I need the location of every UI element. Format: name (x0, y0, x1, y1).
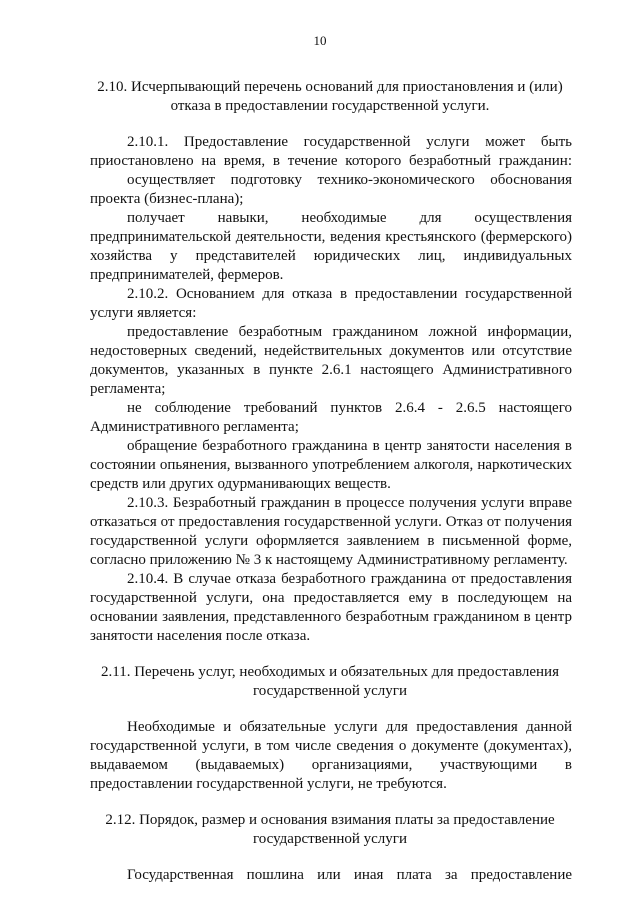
paragraph-line: 2.10.4. В случае отказа безработного гражданина от предоставления (127, 571, 572, 587)
section-2-12-heading-line-2: государственной услуги (253, 831, 407, 847)
paragraph-line: 2.10.3. Безработный гражданин в процессе получения услуги вправе (127, 495, 572, 511)
paragraph-line: средств или других одурманивающих веществ. (90, 476, 391, 492)
paragraph-line: согласно приложению № 3 к настоящему Административному регламенту. (90, 552, 568, 568)
page-number: 10 (313, 33, 327, 48)
paragraph-line: хозяйства у представителей юридических лиц, индивидуальных (90, 248, 572, 264)
paragraph-line: получает навыки, необходимые для осуществления (127, 210, 572, 226)
paragraph-line: приостановлено на время, в течение которого безработный гражданин: (90, 153, 572, 169)
section-2-11-heading-line-1: 2.11. Перечень услуг, необходимых и обязательных для предоставления (101, 664, 559, 680)
paragraph-line: состоянии опьянения, вызванного употреблением алкоголя, наркотических (90, 457, 572, 473)
paragraph-line: предоставление безработным гражданином ложной информации, (127, 324, 572, 340)
paragraph-line: Административного регламента; (90, 419, 299, 435)
paragraph-line: основании заявления, представленного безработным гражданином в центр (90, 609, 572, 625)
paragraph-line: недостоверных сведений, недействительных документов или отсутствие (90, 343, 572, 359)
paragraph-line: предпринимателей, фермеров. (90, 267, 284, 283)
section-2-10-heading-line-1: 2.10. Исчерпывающий перечень оснований для приостановления и (или) (97, 79, 563, 95)
paragraph-line: государственной услуги оформляется заявлением в письменной форме, (90, 533, 572, 549)
paragraph-line: не соблюдение требований пунктов 2.6.4 - 2.6.5 настоящего (127, 400, 572, 416)
paragraph-line: выдаваемом (выдаваемых) организациями, участвующими в (90, 757, 572, 773)
paragraph-line: государственной услуги, она предоставляется ему в последующем на (90, 590, 572, 606)
paragraph-line: услуги является: (90, 305, 197, 321)
paragraph-line: 2.10.2. Основанием для отказа в предоставлении государственной (127, 286, 572, 302)
paragraph-line: отказаться от предоставления государственной услуги. Отказ от получения (90, 514, 572, 530)
paragraph-line: обращение безработного гражданина в центр занятости населения в (127, 438, 572, 454)
paragraph-line: государственной услуги, в том числе сведения о документе (документах), (90, 738, 572, 754)
section-2-10-heading-line-2: отказа в предоставлении государственной услуги. (170, 98, 490, 114)
paragraph-line: 2.10.1. Предоставление государственной услуги может быть (127, 134, 572, 150)
section-2-11-heading-line-2: государственной услуги (253, 683, 407, 699)
paragraph-line: регламента; (90, 381, 166, 397)
paragraph-line: Необходимые и обязательные услуги для предоставления данной (127, 719, 572, 735)
paragraph-line: Государственная пошлина или иная плата за предоставление (127, 867, 572, 883)
paragraph-line: документов, указанных в пункте 2.6.1 настоящего Административного (90, 362, 572, 378)
paragraph-line: занятости населения после отказа. (90, 628, 311, 644)
paragraph-line: предпринимательской деятельности, ведения крестьянского (фермерского) (90, 229, 572, 245)
paragraph-line: проекта (бизнес-плана); (90, 191, 244, 207)
paragraph-line: осуществляет подготовку технико-экономического обоснования (127, 172, 572, 188)
section-2-12-heading-line-1: 2.12. Порядок, размер и основания взимания платы за предоставление (105, 812, 555, 828)
paragraph-line: предоставлении государственной услуги, не требуются. (90, 776, 447, 792)
